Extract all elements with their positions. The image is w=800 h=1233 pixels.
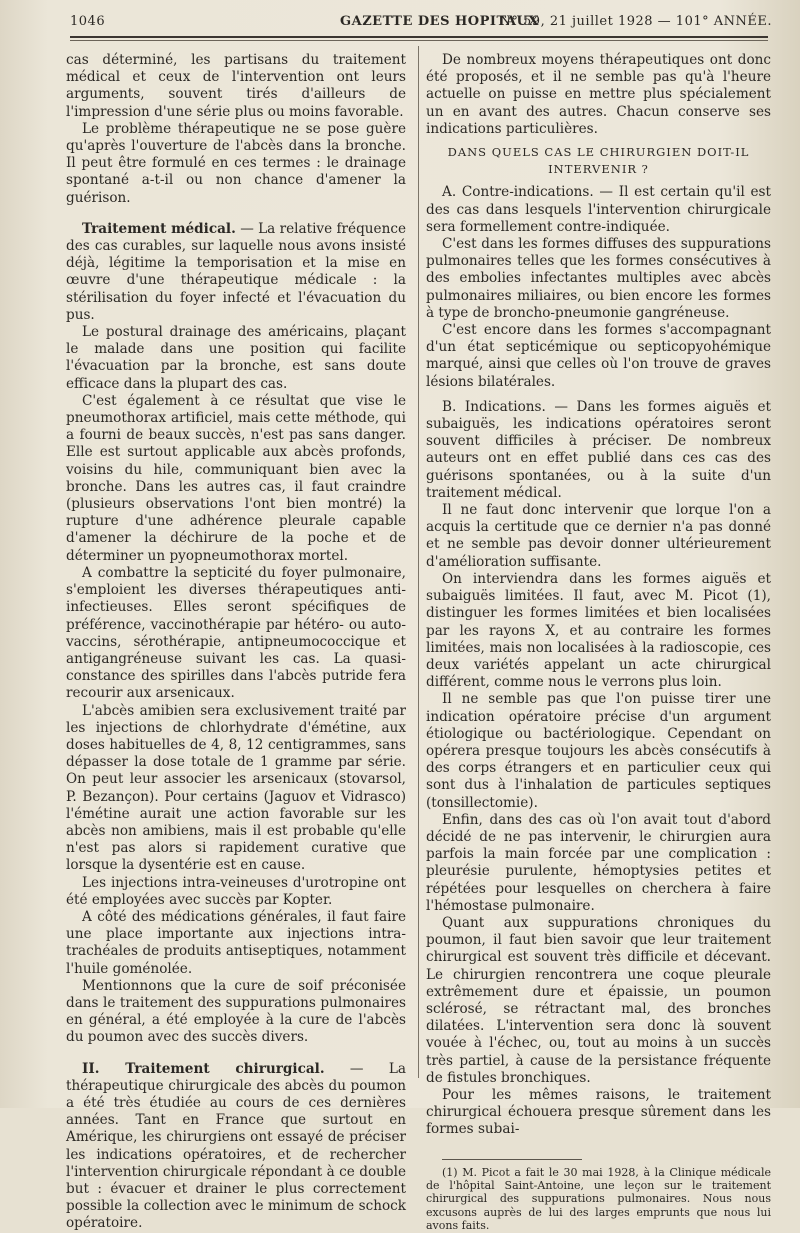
running-header: [62, 14, 780, 38]
paragraph: Pour les mêmes raisons, le traitement chirurgical échouera presque sûrement dans les formes subai-: [426, 1086, 771, 1138]
subheading: DANS QUELS CAS LE CHIRURGIEN DOIT-IL INTERVENIR ?: [447, 145, 750, 177]
footnote-rule: [442, 1159, 582, 1160]
paragraph: Le problème thérapeutique ne se pose guère qu'après l'ouverture de l'abcès dans la bronche. Il peut être formulé en ces termes : le drainage spontané a-t-il ou non chance d'amener la guérison.: [66, 120, 406, 206]
paragraph: C'est également à ce résultat que vise le pneumothorax artificiel, mais cette méthode, qui a fourni de beaux succès, n'est pas sans danger. Elle est surtout applicable aux abcès profonds, voisins du hile, communiquant bien avec la bronche. Dans les autres cas, il faut craindre (plusieurs observations l'ont bien montré) la rupture d'une adhérence pleurale capable d'amener la déchirure de la poche et de déterminer un pyopneumothorax mortel.: [66, 392, 406, 564]
paragraph: cas déterminé, les partisans du traitement médical et ceux de l'intervention ont leurs arguments, souvent tirés d'ailleurs de l'impression d'une série plus ou moins favorable.: [66, 52, 406, 120]
column-divider: [418, 46, 419, 1078]
paragraph: De nombreux moyens thérapeutiques ont donc été proposés, et il ne semble pas qu'à l'heure actuelle on puisse en mettre plus spécialement un en avant des autres. Chacun conserve ses indications particulières.: [426, 52, 771, 137]
section-paragraph: II. Traitement chirurgical. — La thérapeutique chirurgicale des abcès du poumon a été très étudiée au cours de ces dernières années. Tant en France que surtout en Amérique, les chirurgiens ont essayé de préciser les indications opératoires, et de rechercher l'intervention chirurgicale répondant à ce double but : évacuer et drainer le plus correctement possible la collection avec le minimum de schock opératoire.: [66, 1060, 407, 1232]
paragraph: Les injections intra-veineuses d'urotropine ont été employées avec succès par Kopter.: [66, 874, 406, 908]
paragraph: On interviendra dans les formes aiguës et subaiguës limitées. Il faut, avec M. Picot (1), distinguer les formes limitées et bien localisées par les rayons X, et au contraire les formes limitées, mais non localisées à la radioscopie, ces deux variétés appelant un acte chirurgical différent, comme nous le verrons plus loin.: [426, 570, 771, 691]
paragraph: L'abcès amibien sera exclusivement traité par les injections de chlorhydrate d'émétine, aux doses habituelles de 4, 8, 12 centigrammes, sans dépasser la dose totale de 1 gramme par série. On peut leur associer les arsenicaux (stovarsol, P. Bezançon). Pour certains (Jaguov et Vidrasco) l'émétine aurait une action favorable sur les abcès non amibiens, mais il est probable qu'elle n'est pas alors si rapidement curative que lorsque la dysentérie est en cause.: [66, 702, 406, 874]
paragraph: A. Contre-indications. — Il est certain qu'il est des cas dans lesquels l'intervention chirurgicale sera formellement contre-indiquée.: [426, 184, 771, 235]
left-column: [66, 52, 406, 1233]
paragraph: Mentionnons que la cure de soif préconisée dans le traitement des suppurations pulmonaires en général, a été employée à la cure de l'abcès du poumon avec des succès divers.: [66, 977, 406, 1046]
header-rule-thin: [70, 40, 768, 41]
page-number: 1046: [70, 14, 106, 29]
paragraph: A combattre la septicité du foyer pulmonaire, s'emploient les diverses thérapeutiques anti-infectieuses. Elles seront spécifiques de préférence, vaccinothérapie par hétéro- ou auto-vaccins, sérothérapie, antipneumococcique et antigangréneuse suivant les cas. La quasi-constance des spirilles dans l'abcès putride fera recourir aux arsenicaux.: [66, 564, 406, 702]
footnote: (1) M. Picot a fait le 30 mai 1928, à la Clinique médicale de l'hôpital Saint-Antoine, une leçon sur le traitement chirurgical des suppurations pulmonaires. Nous nous excusons auprès de lui des larges emprunts que nous lui avons faits.: [426, 1165, 771, 1233]
paragraph: Il ne semble pas que l'on puisse tirer une indication opératoire précise d'un argument étiologique ou bactériologique. Cependant on opérera presque toujours les abcès consécutifs à des corps étrangers et en particulier ceux qui sont dus à l'inhalation de particules septiques (tonsillectomie).: [426, 691, 771, 811]
issue-info: N° 59, 21 juillet 1928 — 101° ANNÉE.: [499, 14, 772, 29]
header-rule: [70, 36, 768, 38]
paragraph: Le postural drainage des américains, plaçant le malade dans une position qui facilite l'évacuation par la bronche, est sans doute efficace dans la plupart des cas.: [66, 324, 406, 392]
section-heading: Traitement médical.: [82, 220, 236, 237]
paragraph: B. Indications. — Dans les formes aiguës et subaiguës, les indications opératoires seront souvent difficiles à préciser. De nombreux auteurs ont en effet publié dans ces cas des guérisons spontanées, ou à la suite d'un traitement médical.: [426, 398, 771, 501]
paragraph: C'est dans les formes diffuses des suppurations pulmonaires telles que les formes consécutives à des embolies infectantes multiples avec abcès pulmonaires miliaires, ou bien encore les formes à type de broncho-pneumonie gangréneuse.: [426, 236, 771, 321]
section-paragraph: Traitement médical. — La relative fréquence des cas curables, sur laquelle nous avons insisté déjà, légitime la temporisation et la mise en œuvre d'une thérapeutique médicale : la stérilisation du foyer infecté et l'évacuation du pus.: [66, 220, 406, 323]
journal-title: GAZETTE DES HOPITAUX: [340, 14, 539, 29]
paragraph: Quant aux suppurations chroniques du poumon, il faut bien savoir que leur traitement chirurgical est souvent très difficile et décevant. Le chirurgien rencontrera une coque pleurale extrêmement dure et épaissie, un poumon sclérosé, se rétractant mal, des bronches dilatées. L'intervention sera donc là souvent vouée à l'échec, ou, tout au moins à un succès très partiel, à cause de la persistance fréquente de fistules bronchiques.: [426, 914, 771, 1086]
paragraph: A côté des médications générales, il faut faire une place importante aux injections intra-trachéales de produits antiseptiques, notamment l'huile goménolée.: [66, 908, 406, 977]
paragraph: Enfin, dans des cas où l'on avait tout d'abord décidé de ne pas intervenir, le chirurgien aura parfois la main forcée par une complication : pleurésie purulente, hémoptysies petites et répétées pour lesquelles on cherchera à faire l'hémostase pulmonaire.: [426, 811, 771, 914]
paragraph: Il ne faut donc intervenir que lorque l'on a acquis la certitude que ce dernier n'a pas donné et ne semble pas devoir donner ultérieurement d'amélioration suffisante.: [426, 502, 771, 570]
section-heading: II. Traitement chirurgical.: [82, 1060, 325, 1077]
paragraph: C'est encore dans les formes s'accompagnant d'un état septicémique ou septicopyohémique marqué, ainsi que celles où l'on trouve de graves lésions bilatérales.: [426, 322, 771, 390]
right-column: [426, 52, 771, 1233]
